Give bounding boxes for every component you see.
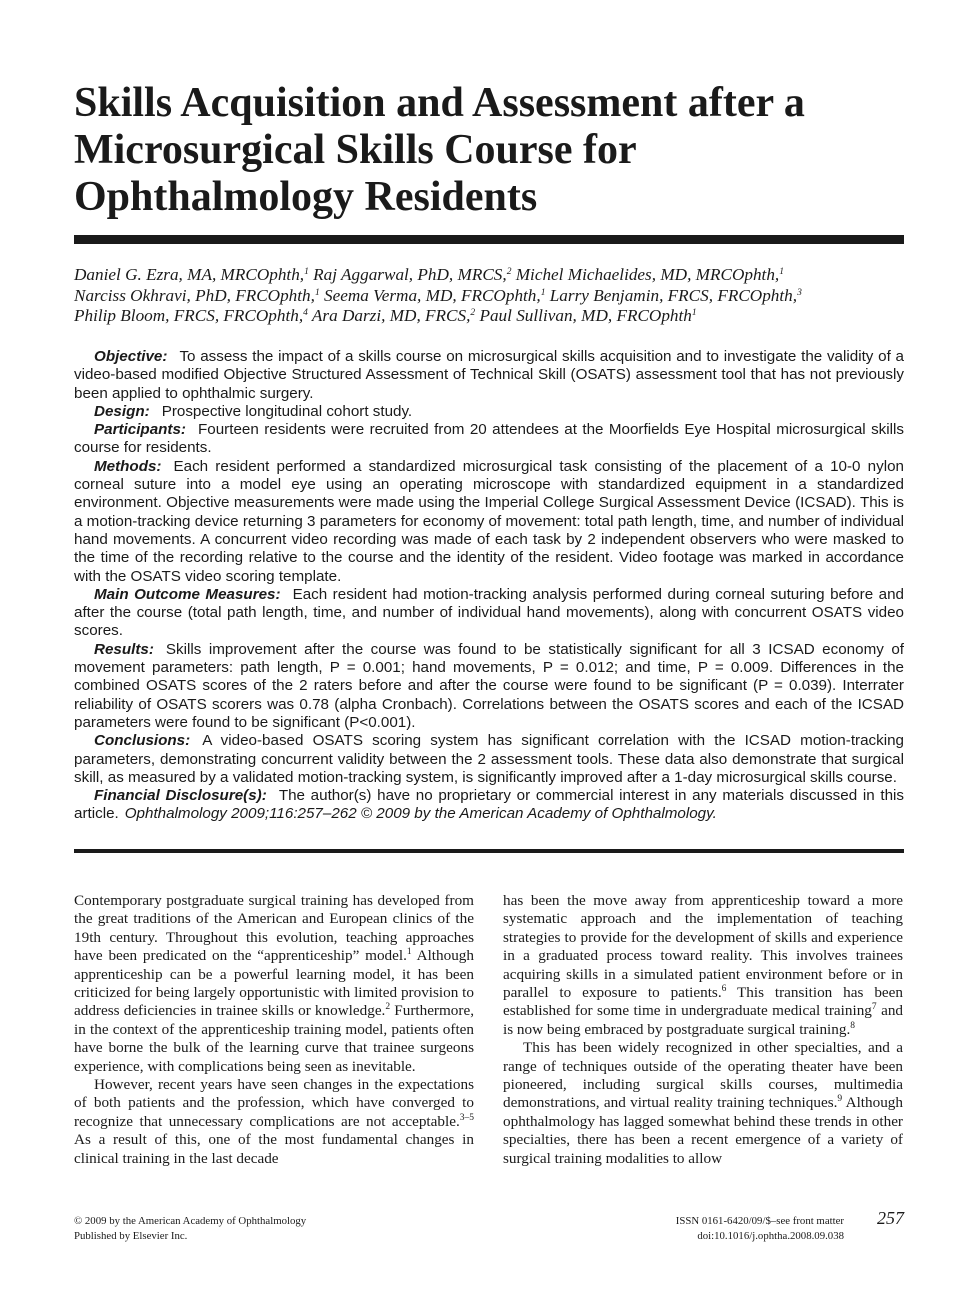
author-name: Seema Verma, MD, FRCOphth, bbox=[319, 285, 541, 305]
reference-mark: 1 bbox=[406, 947, 412, 958]
abstract-participants bbox=[74, 421, 904, 458]
paragraph: This has been widely recognized in other specialties, and a range of techniques outside of the operating theater have been pioneered, including surgical skills courses, multimedia demonstrations, and virtual reality training techniques.$^9$ Although ophthalmology has lagged somewhat behind these trends in other specialties, there has been a recent emergence of a variety of surgical training modalities to allow bbox=[503, 1039, 903, 1167]
title-rule bbox=[74, 235, 904, 244]
reference-mark: 3–5 bbox=[459, 1112, 474, 1123]
body-column-right bbox=[503, 892, 903, 1168]
abstract-results bbox=[74, 641, 904, 732]
paragraph: However, recent years have seen changes in the expectations of both patients and the profession, which have converged to recognize that unnecessary complications are not acceptable.$^{3-5}$ As a result of this, one of the most fundamental changes in clinical training in the last decade bbox=[74, 1076, 474, 1167]
author-name: Narciss Okhravi, PhD, FRCOphth, bbox=[74, 285, 315, 305]
section-text: Fourteen residents were recruited from 20 attendees at the Moorfields Eye Hospital microsurgical skills course for residents. bbox=[74, 421, 904, 457]
article-title bbox=[74, 80, 914, 221]
footer-right bbox=[600, 1214, 844, 1244]
author-name: Raj Aggarwal, PhD, MRCS, bbox=[308, 265, 507, 284]
abstract-methods bbox=[74, 458, 904, 586]
section-label: Design: bbox=[94, 402, 150, 420]
author-name: Paul Sullivan, MD, FRCOphth bbox=[475, 306, 692, 325]
title-line: Skills Acquisition and Assessment after a bbox=[74, 80, 805, 126]
author-affiliation: 4 bbox=[303, 308, 308, 318]
author-affiliation: 1 bbox=[779, 267, 784, 277]
abstract-outcome-measures bbox=[74, 586, 904, 641]
paragraph: Contemporary postgraduate surgical training has developed from the great traditions of the American and European clinics of the 19th century. Throughout this evolution, teaching approaches have been predicated on the “apprenticeship” model.$^1$ Although apprenticeship can be a powerful learning model, it has been criticized for being largely opportunistic with limited provision to address deficiencies in trainee skills or knowledge.$^2$ Furthermore, in the context of the apprenticeship training model, patients often have borne the bulk of the learning curve that trainee surgeons experience, with complications being seen as inevitable. bbox=[74, 892, 474, 1075]
section-text: The author(s) have no proprietary or commercial interest in any materials discussed in this article. bbox=[74, 787, 905, 823]
section-label: Conclusions: bbox=[94, 732, 191, 750]
author-name: Daniel G. Ezra, MA, MRCOphth, bbox=[74, 265, 305, 284]
body-column-left bbox=[74, 892, 474, 1168]
author-affiliation: 1 bbox=[304, 267, 309, 277]
footer-left bbox=[74, 1214, 306, 1244]
author-affiliation: 2 bbox=[506, 267, 512, 277]
abstract-disclosure bbox=[74, 787, 904, 824]
reference-mark: 8 bbox=[850, 1020, 856, 1031]
author-line-3 bbox=[74, 306, 904, 327]
section-text: Each resident performed a standardized microsurgical task consisting of the placement of a 10-0 nylon corneal suture into a model eye using an operating microscope with standardized equipment in a standardized environment. Objective measurements were made using the Imperial College Surgical Assessment Device (ICSAD). This is a motion-tracking device returning 3 parameters for economy of movement: total path length, time, and number of individual hand movements. A concurrent video recording was made of each task by 2 independent observers who were masked to the time of the recording relative to the course and the identity of the resident. Video footage was marked in accordance with the OSATS video scoring template. bbox=[74, 457, 904, 585]
author-name: Philip Bloom, FRCS, FRCOphth, bbox=[74, 306, 304, 325]
paragraph: has been the move away from apprenticeship toward a more systematic approach and the implementation of teaching strategies to provide for the development of skills and experience in a graduated process toward reality. This involves trainees acquiring skills in a simulated patient environment before or in parallel to exposure to patients.$^6$ This transition has been established for some time in undergraduate medical training$^7$ and is now being embraced by postgraduate surgical training.$^8$ bbox=[503, 892, 904, 1038]
title-line: Microsurgical Skills Course for bbox=[74, 127, 637, 173]
abstract-design bbox=[74, 403, 904, 421]
section-label: Participants: bbox=[94, 421, 186, 439]
doi-line: doi:10.1016/j.ophtha.2008.09.038 bbox=[697, 1230, 844, 1242]
author-affiliation: 1 bbox=[540, 287, 546, 298]
author-name: Michel Michaelides, MD, MRCOphth, bbox=[511, 265, 780, 284]
reference-mark: 2 bbox=[385, 1002, 391, 1013]
author-line-2 bbox=[74, 286, 904, 307]
author-affiliation: 1 bbox=[314, 287, 320, 298]
abstract bbox=[74, 348, 904, 824]
section-label: Methods: bbox=[94, 457, 162, 475]
author-name: Larry Benjamin, FRCS, FRCOphth, bbox=[545, 285, 798, 305]
author-affiliation: 3 bbox=[797, 287, 802, 298]
section-text: Prospective longitudinal cohort study. bbox=[161, 402, 413, 420]
title-line: Ophthalmology Residents bbox=[74, 174, 538, 220]
reference-mark: 7 bbox=[871, 1002, 877, 1013]
copyright-line: © 2009 by the American Academy of Ophthalmology bbox=[74, 1215, 307, 1227]
section-text: To assess the impact of a skills course on microsurgical skills acquisition and to investigate the validity of a video-based modified Objective Structured Assessment of Technical Skill (OSATS) assessment tool that has not previously been applied to ophthalmic surgery. bbox=[74, 348, 904, 402]
author-name: Ara Darzi, MD, FRCS, bbox=[307, 306, 471, 325]
issn-line: ISSN 0161-6420/09/$–see front matter bbox=[675, 1215, 844, 1227]
abstract-rule bbox=[74, 849, 904, 853]
author-affiliation: 1 bbox=[691, 308, 697, 318]
journal-citation: Ophthalmology 2009;116:257–262 © 2009 by the American Academy of Ophthalmology. bbox=[124, 805, 717, 823]
author-list bbox=[74, 265, 904, 327]
section-text: Each resident had motion-tracking analysis performed during corneal suturing before and after the course (total path length, time, and number of individual hand movements), along with concurrent OSATS video scores. bbox=[74, 585, 904, 640]
author-line-1 bbox=[74, 265, 904, 286]
author-affiliation: 2 bbox=[470, 308, 476, 318]
page-number: 257 bbox=[877, 1208, 904, 1228]
section-text: A video-based OSATS scoring system has significant correlation with the ICSAD motion-tracking parameters, demonstrating concurrent validity between the 2 assessment tools. These data also demonstrate that surgical skill, as measured by a validated motion-tracking system, is significantly improved after a 1-day microsurgical skills course. bbox=[74, 732, 904, 786]
abstract-conclusions bbox=[74, 732, 904, 787]
section-label: Results: bbox=[94, 640, 154, 658]
reference-mark: 9 bbox=[837, 1094, 843, 1105]
section-text: Skills improvement after the course was found to be statistically significant for all 3 ICSAD economy of movement parameters: path length, P = 0.001; hand movements, P = 0.012; and time, P = 0.009. Differences in the combined OSATS scores of the 2 raters before and after the course were found to be significant (P = 0.039). Interrater reliability of OSATS scorers was 0.78 (alpha Cronbach). Correlations between the OSATS scores and each of the ICSAD parameters were found to be significant (P<0.001). bbox=[74, 640, 904, 731]
section-label: Objective: bbox=[94, 348, 168, 365]
section-label: Financial Disclosure(s): bbox=[94, 787, 267, 805]
reference-mark: 6 bbox=[721, 984, 727, 995]
section-label: Main Outcome Measures: bbox=[94, 585, 281, 603]
abstract-objective bbox=[74, 348, 904, 403]
publisher-line: Published by Elsevier Inc. bbox=[74, 1230, 188, 1242]
